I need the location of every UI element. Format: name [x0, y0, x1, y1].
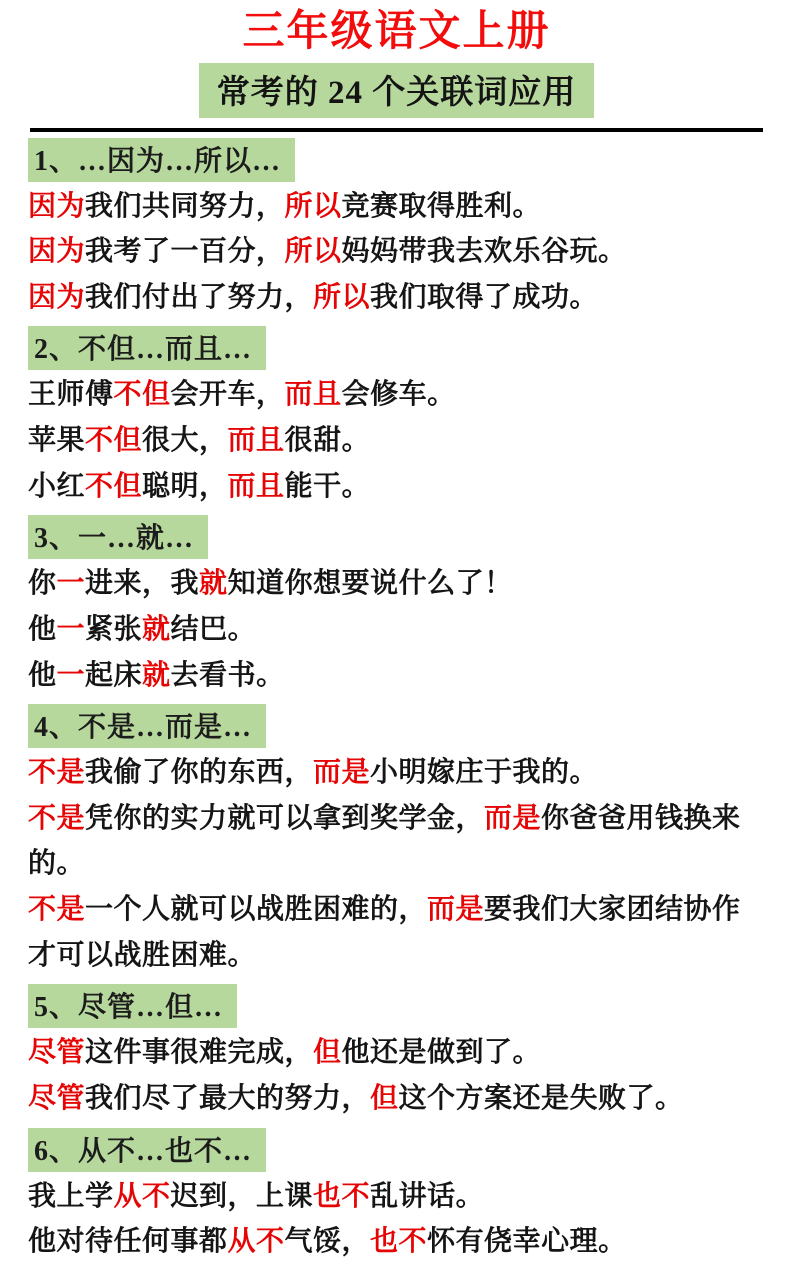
conjunction-keyword: 不但: [113, 379, 171, 411]
example-sentence: [28, 229, 765, 275]
sentence-text: 知道你想要说什么了！: [227, 568, 513, 600]
conjunction-keyword: 就: [142, 659, 171, 691]
example-sentence: [28, 1076, 765, 1122]
sentence-text: 他: [28, 613, 57, 645]
sentence-text: 你爸爸用钱换来的。: [28, 802, 741, 880]
sentence-text: 乱讲话。: [370, 1180, 485, 1212]
conjunction-keyword: 不是: [28, 802, 86, 834]
conjunction-keyword: 而且: [227, 470, 285, 502]
sentence-text: 我们取得了成功。: [370, 281, 599, 313]
conjunction-keyword: 因为: [28, 281, 86, 313]
sentence-text: 紧张: [85, 613, 143, 645]
sentence-text: 迟到，上课: [170, 1180, 314, 1212]
section-header: 2、不但…而且…: [28, 326, 266, 370]
conjunction-keyword: 而是: [484, 802, 542, 834]
sentence-text: 会修车。: [341, 379, 456, 411]
conjunction-keyword: 就: [142, 613, 171, 645]
sentence-text: 我偷了你的东西，: [85, 757, 314, 789]
conjunction-keyword: 不但: [85, 470, 143, 502]
section: [28, 700, 765, 978]
sentence-text: 我考了一百分，: [85, 236, 285, 268]
sections-container: [28, 134, 765, 1265]
conjunction-keyword: 但: [313, 1037, 342, 1069]
sentence-text: 起床: [85, 659, 143, 691]
sentence-text: 要我们大家团结协作才可以战胜困难。: [28, 894, 741, 971]
example-sentence: [28, 561, 765, 607]
section: [28, 322, 765, 509]
sentence-text: 竞赛取得胜利。: [341, 190, 542, 222]
sentence-text: 这件事很难完成，: [85, 1037, 314, 1069]
conjunction-keyword: 从不: [113, 1180, 171, 1212]
page-subtitle: 常考的 24 个关联词应用: [199, 63, 595, 118]
sentence-text: 王师傅: [28, 379, 114, 411]
sentence-text: 我们付出了努力，: [85, 281, 314, 313]
sentence-text: 气馁，: [284, 1226, 371, 1258]
conjunction-keyword: 不是: [28, 757, 86, 789]
conjunction-keyword: 一: [56, 613, 86, 645]
sentence-text: 他对待任何事都: [28, 1226, 228, 1258]
sentence-text: 聪明，: [142, 470, 228, 502]
sentence-text: 小明嫁庄于我的。: [370, 757, 599, 789]
conjunction-keyword: 不但: [85, 425, 143, 456]
sentence-text: 会开车，: [170, 379, 285, 411]
section-header: 6、从不…也不…: [28, 1128, 266, 1172]
section-header: 1、…因为…所以…: [28, 138, 295, 182]
example-sentence: [28, 607, 765, 653]
subtitle-row: [28, 63, 765, 118]
sentence-text: 凭你的实力就可以拿到奖学金，: [85, 802, 485, 834]
sentence-text: 妈妈带我去欢乐谷玩。: [341, 236, 627, 268]
sentence-text: 我们尽了最大的努力，: [85, 1082, 371, 1114]
sentence-text: 他: [28, 659, 57, 691]
section-header: 5、尽管…但…: [28, 984, 237, 1028]
conjunction-keyword: 所以: [284, 190, 342, 222]
sentence-text: 很甜。: [284, 425, 371, 456]
sentence-text: 你: [28, 568, 57, 600]
example-sentence: [28, 464, 765, 510]
sentence-text: 很大，: [142, 425, 228, 456]
sentence-text: 能干。: [284, 470, 371, 502]
conjunction-keyword: 也不: [313, 1180, 371, 1212]
divider-line: [30, 128, 763, 132]
sentence-text: 去看书。: [170, 659, 285, 691]
conjunction-keyword: 因为: [28, 236, 86, 268]
example-sentence: [28, 750, 765, 796]
sentence-text: 我们共同努力，: [85, 190, 285, 222]
conjunction-keyword: 而且: [227, 425, 285, 456]
conjunction-keyword: 而是: [427, 894, 485, 925]
conjunction-keyword: 尽管: [28, 1082, 86, 1114]
example-sentence: [28, 653, 765, 699]
conjunction-keyword: 尽管: [28, 1037, 86, 1069]
sentence-text: 小红: [28, 470, 86, 502]
section-header: 4、不是…而是…: [28, 704, 266, 748]
sentence-text: 怀有侥幸心理。: [427, 1226, 627, 1258]
conjunction-keyword: 也不: [370, 1226, 428, 1258]
sentence-text: 苹果: [28, 425, 86, 456]
sentence-text: 进来，我: [85, 568, 200, 600]
sentence-text: 一个人就可以战胜困难的，: [85, 894, 428, 925]
conjunction-keyword: 一: [56, 659, 86, 691]
conjunction-keyword: 从不: [227, 1226, 285, 1258]
example-sentence: [28, 887, 765, 978]
example-sentence: [28, 372, 765, 418]
page-title: 三年级语文上册: [242, 9, 551, 55]
conjunction-keyword: 而是: [313, 757, 371, 789]
conjunction-keyword: 一: [56, 568, 86, 600]
example-sentence: [28, 796, 765, 887]
conjunction-keyword: 所以: [313, 281, 371, 313]
sentence-text: 我上学: [28, 1180, 114, 1212]
conjunction-keyword: 不是: [28, 894, 86, 925]
section: [28, 134, 765, 321]
example-sentence: [28, 1219, 765, 1265]
conjunction-keyword: 但: [370, 1082, 399, 1114]
section: [28, 1124, 765, 1265]
sentence-text: 这个方案还是失败了。: [398, 1082, 684, 1114]
conjunction-keyword: 而且: [284, 379, 342, 411]
example-sentence: [28, 418, 765, 464]
sentence-text: 他还是做到了。: [341, 1037, 542, 1069]
sentence-text: 结巴。: [170, 613, 257, 645]
example-sentence: [28, 1030, 765, 1076]
conjunction-keyword: 因为: [28, 190, 86, 222]
conjunction-keyword: 所以: [284, 236, 342, 268]
conjunction-keyword: 就: [199, 568, 228, 600]
section-header: 3、一…就…: [28, 515, 208, 559]
example-sentence: [28, 275, 765, 321]
section: [28, 980, 765, 1121]
section: [28, 511, 765, 698]
example-sentence: [28, 1174, 765, 1220]
example-sentence: [28, 184, 765, 230]
